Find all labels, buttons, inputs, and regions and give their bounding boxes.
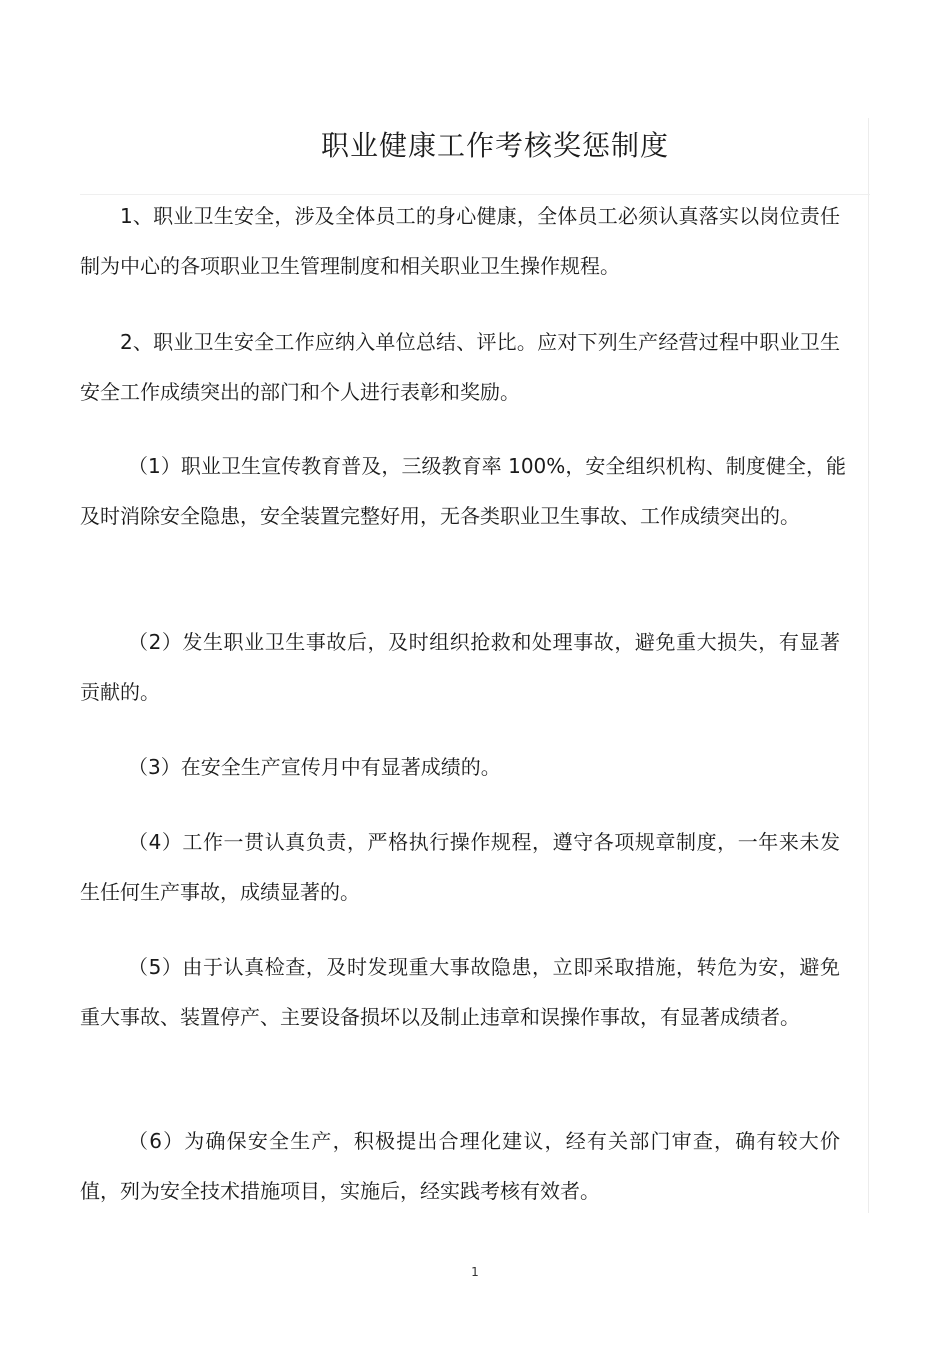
page-edge-rule bbox=[868, 118, 869, 1213]
paragraph-item-1: （1）职业卫生宣传教育普及，三级教育率 100%，安全组织机构、制度健全，能及时消除安全隐患，安全装置完整好用，无各类职业卫生事故、工作成绩突出的。 bbox=[80, 454, 846, 528]
page-number: 1 bbox=[471, 1265, 479, 1279]
paragraph-item-3: （3）在安全生产宣传月中有显著成绩的。 bbox=[128, 755, 501, 779]
paragraph-item-6: （6）为确保安全生产，积极提出合理化建议，经有关部门审查，确有较大价值，列为安全技术措施项目，实施后，经实践考核有效者。 bbox=[80, 1129, 840, 1203]
paragraph-item-2: （2）发生职业卫生事故后，及时组织抢救和处理事故，避免重大损失，有显著贡献的。 bbox=[80, 630, 840, 704]
paragraph-item-5: （5）由于认真检查，及时发现重大事故隐患，立即采取措施，转危为安，避免重大事故、装置停产、主要设备损坏以及制止违章和误操作事故，有显著成绩者。 bbox=[80, 955, 840, 1029]
document-title: 职业健康工作考核奖惩制度 bbox=[320, 129, 669, 162]
paragraph-2: 2、职业卫生安全工作应纳入单位总结、评比。应对下列生产经营过程中职业卫生安全工作成绩突出的部门和个人进行表彰和奖励。 bbox=[80, 330, 840, 404]
paragraph-item-4: （4）工作一贯认真负责，严格执行操作规程，遵守各项规章制度，一年来未发生任何生产事故，成绩显著的。 bbox=[80, 830, 840, 904]
paragraph-1: 1、职业卫生安全，涉及全体员工的身心健康，全体员工必须认真落实以岗位责任制为中心的各项职业卫生管理制度和相关职业卫生操作规程。 bbox=[80, 204, 840, 278]
